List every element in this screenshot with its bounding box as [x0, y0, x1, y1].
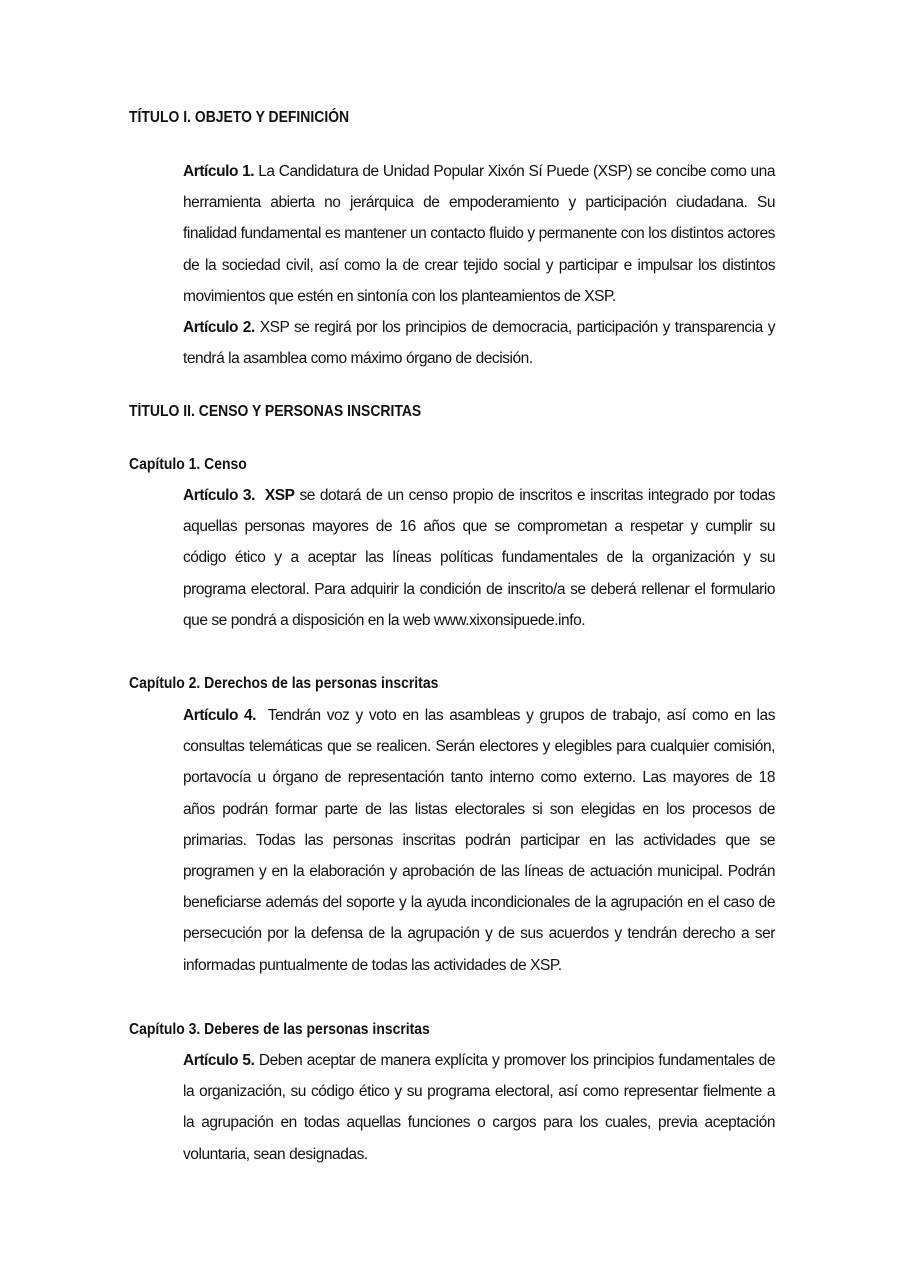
articulo-3-text: se dotará de un censo propio de inscritos e inscritas integrado por todas aquellas personas mayores de 16 años que se comprometan a respetar y cumplir su código ético y a aceptar las líneas políticas fundamentales de la organización y su programa electoral. Para adquirir la condición de inscrito/a se deberá rellenar el formulario que se pondrá a disposición en la web www.xixonsipuede.info.: [183, 487, 776, 629]
articulo-5-text: Deben aceptar de manera explícita y promover los principios fundamentales de la organización, su código ético y su programa electoral, así como representar fielmente a la agrupación en todas aquellas funciones o cargos para los cuales, previa aceptación voluntaria, sean designadas.: [183, 1052, 775, 1163]
titulo-1-heading: TÍTULO I. OBJETO Y DEFINICIÓN: [129, 109, 350, 126]
articulo-4-text: Tendrán voz y voto en las asambleas y grupos de trabajo, así como en las consultas telemáticas que se realicen. Serán electores y elegibles para cualquier comisión, portavocía u órgano de representación tanto interno como externo. Las mayores de 18 años podrán formar parte de las listas electorales si son elegidas en los procesos de primarias. Todas las personas inscritas podrán participar en las actividades que se programen y en la elaboración y aprobación de las líneas de actuación municipal. Podrán beneficiarse además del soporte y la ayuda incondicionales de la agrupación en el caso de persecución por la defensa de la agrupación y de sus acuerdos y tendrán derecho a ser informadas puntualmente de todas las actividades de XSP.: [183, 707, 775, 974]
capitulo-2-heading: Capítulo 2. Derechos de las personas inscritas: [129, 675, 439, 692]
articulo-1-label: Artículo 1.: [183, 163, 255, 180]
capitulo-3-heading: Capítulo 3. Deberes de las personas inscritas: [129, 1021, 430, 1038]
articulo-1: [183, 156, 775, 312]
articulo-4: [183, 700, 775, 981]
articulo-3-strong: XSP: [264, 487, 295, 504]
capitulo-1-heading: Capítulo 1. Censo: [129, 456, 247, 473]
articulo-2-text: XSP se regirá por los principios de democracia, participación y transparencia y tendrá la asamblea como máximo órgano de decisión.: [183, 319, 775, 368]
articulo-2: [183, 312, 775, 374]
articulo-3: [183, 480, 775, 636]
articulo-1-text: La Candidatura de Unidad Popular Xixón Sí Puede (XSP) se concibe como una herramienta abierta no jerárquica de empoderamiento y participación ciudadana. Su finalidad fundamental es mantener un contacto fluido y permanente con los distintos actores de la sociedad civil, así como la de crear tejido social y participar e impulsar los distintos movimientos que estén en sintonía con los planteamientos de XSP.: [183, 163, 776, 305]
articulo-4-label: Artículo 4.: [183, 707, 257, 724]
titulo-2-heading: TÍTULO II. CENSO Y PERSONAS INSCRITAS: [129, 403, 422, 420]
articulo-2-label: Artículo 2.: [183, 319, 255, 336]
articulo-5-label: Artículo 5.: [183, 1052, 255, 1069]
articulo-5: [183, 1045, 775, 1170]
articulo-3-label: Artículo 3.: [183, 487, 255, 504]
